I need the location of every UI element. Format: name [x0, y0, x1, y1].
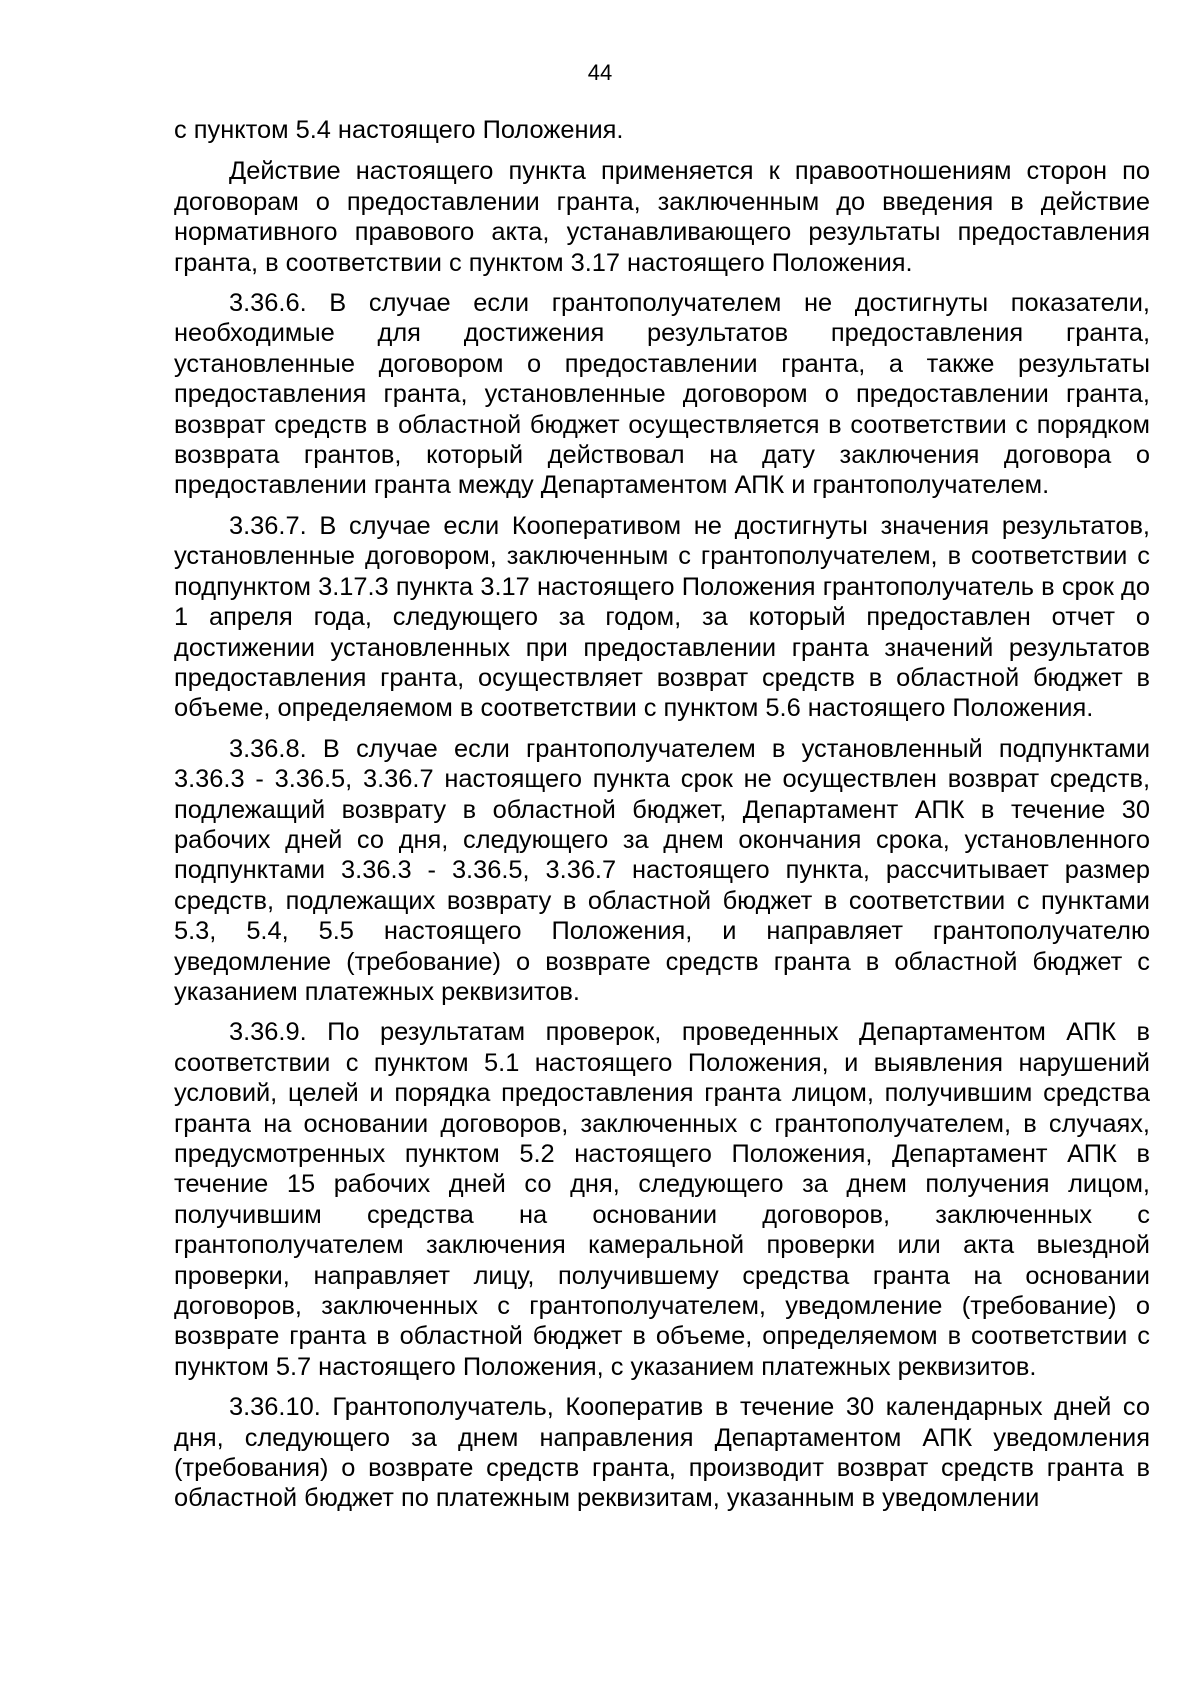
- paragraph-3-36-8: 3.36.8. В случае если грантополучателем в установленный подпунктами 3.36.3 - 3.36.5, 3.36.7 настоящего пункта срок не осуществлен возврат средств, подлежащий возврату в областной бюджет, Департамент АПК в течение 30 рабочих дней со дня, следующего за днем окончания срока, установленного подпунктами 3.36.3 - 3.36.5, 3.36.7 настоящего пункта, рассчитывает размер средств, подлежащих возврату в областной бюджет в соответствии с пунктами 5.3, 5.4, 5.5 настоящего Положения, и направляет грантополучателю уведомление (требование) о возврате средств гранта в областной бюджет с указанием платежных реквизитов.: [174, 734, 1150, 1006]
- document-body: [174, 115, 1150, 1524]
- paragraph-3-36-9: 3.36.9. По результатам проверок, проведенных Департаментом АПК в соответствии с пунктом 5.1 настоящего Положения, и выявления нарушений условий, целей и порядка предоставления гранта лицом, получившим средства гранта на основании договоров, заключенных с грантополучателем, в случаях, предусмотренных пунктом 5.2 настоящего Положения, Департамент АПК в течение 15 рабочих дней со дня, следующего за днем получения лицом, получившим средства на основании договоров, заключенных с грантополучателем заключения камеральной проверки или акта выездной проверки, направляет лицу, получившему средства гранта на основании договоров, заключенных с грантополучателем, уведомление (требование) о возврате гранта в областной бюджет в объеме, определяемом в соответствии с пунктом 5.7 настоящего Положения, с указанием платежных реквизитов.: [174, 1018, 1150, 1381]
- page-number: 44: [587, 60, 613, 85]
- paragraph-effect-clause: Действие настоящего пункта применяется к правоотношениям сторон по договорам о предоставлении гранта, заключенным до введения в действие нормативного правового акта, устанавливающего результаты предоставления гранта, в соответствии с пунктом 3.17 настоящего Положения.: [174, 157, 1150, 277]
- paragraph-continuation: с пунктом 5.4 настоящего Положения.: [174, 116, 624, 144]
- paragraph-3-36-7: 3.36.7. В случае если Кооперативом не достигнуты значения результатов, установленные договором, заключенным с грантополучателем, в соответствии с подпунктом 3.17.3 пункта 3.17 настоящего Положения грантополучатель в срок до 1 апреля года, следующего за годом, за который предоставлен отчет о достижении установленных при предоставлении гранта значений результатов предоставления гранта, осуществляет возврат средств в областной бюджет в объеме, определяемом в соответствии с пунктом 5.6 настоящего Положения.: [174, 511, 1150, 723]
- paragraph-3-36-10: 3.36.10. Грантополучатель, Кооператив в течение 30 календарных дней со дня, следующего за днем направления Департаментом АПК уведомления (требования) о возврате средств гранта, производит возврат средств гранта в областной бюджет по платежным реквизитам, указанным в уведомлении: [174, 1393, 1150, 1513]
- paragraph-3-36-6: 3.36.6. В случае если грантополучателем не достигнуты показатели, необходимые для достижения результатов предоставления гранта, установленные договором о предоставлении гранта, а также результаты предоставления гранта, установленные договором о предоставлении гранта, возврат средств в областной бюджет осуществляется в соответствии с порядком возврата грантов, который действовал на дату заключения договора о предоставлении гранта между Департаментом АПК и грантополучателем.: [174, 289, 1150, 500]
